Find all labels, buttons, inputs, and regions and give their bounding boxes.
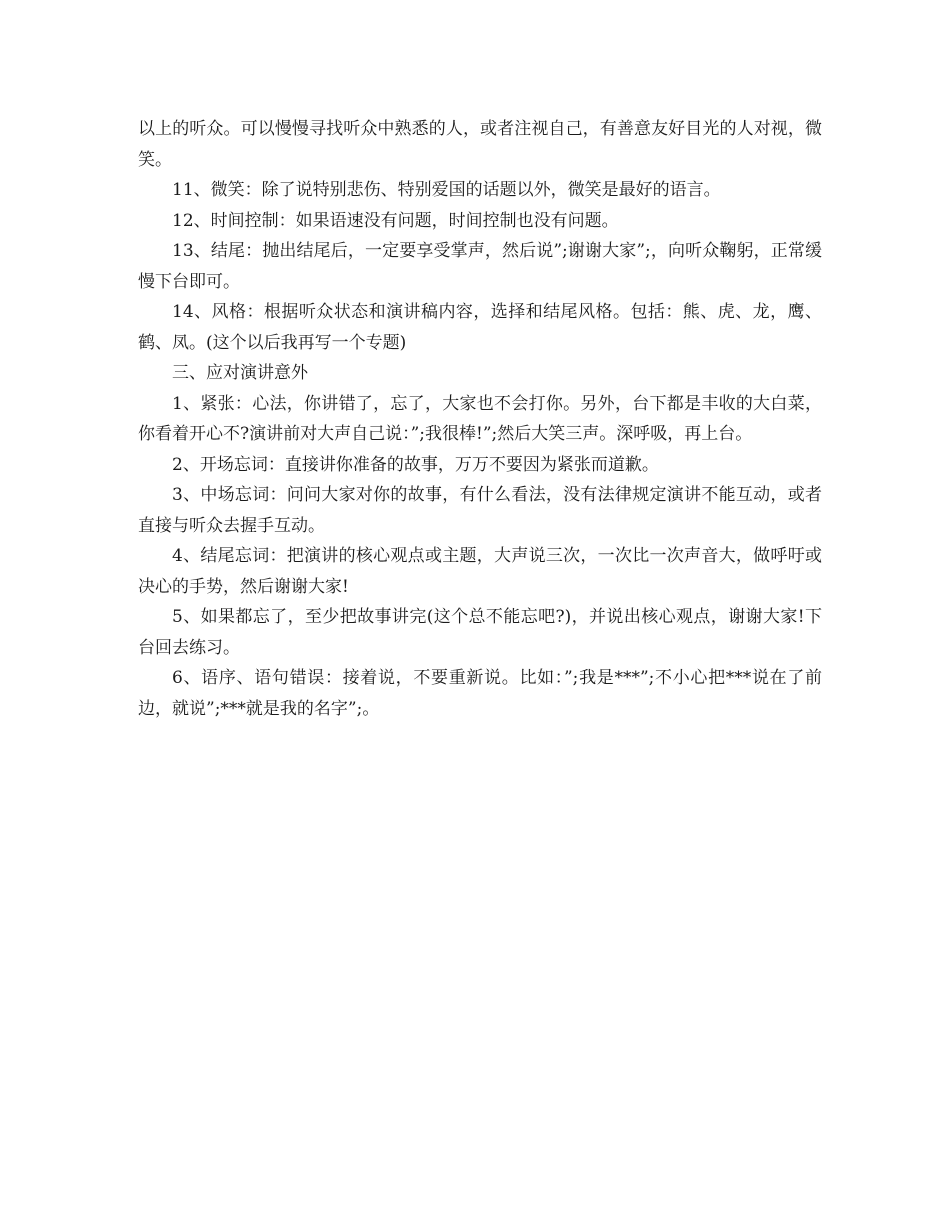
document-body bbox=[138, 114, 822, 724]
paragraph: 14、风格：根据听众状态和演讲稿内容，选择和结尾风格。包括：熊、虎、龙，鹰、鹤、凤。(这个以后我再写一个专题) bbox=[138, 302, 822, 353]
paragraph: 2、开场忘词：直接讲你准备的故事，万万不要因为紧张而道歉。 bbox=[172, 454, 659, 475]
paragraph: 13、结尾：抛出结尾后，一定要享受掌声，然后说”;谢谢大家”;，向听众鞠躬，正常缓慢下台即可。 bbox=[138, 241, 822, 292]
paragraph: 12、时间控制：如果语速没有问题，时间控制也没有问题。 bbox=[172, 210, 619, 231]
paragraph: 3、中场忘词：问问大家对你的故事，有什么看法，没有法律规定演讲不能互动，或者直接与听众去握手互动。 bbox=[138, 485, 822, 536]
paragraph: 以上的听众。可以慢慢寻找听众中熟悉的人，或者注视自己，有善意友好目光的人对视，微笑。 bbox=[138, 119, 822, 170]
paragraph: 5、如果都忘了，至少把故事讲完(这个总不能忘吧?)，并说出核心观点，谢谢大家!下台回去练习。 bbox=[138, 607, 822, 658]
section-heading: 三、应对演讲意外 bbox=[172, 363, 308, 383]
paragraph: 6、语序、语句错误：接着说，不要重新说。比如：”;我是***”;不小心把***说在了前边，就说”;***就是我的名字”;。 bbox=[138, 668, 822, 719]
paragraph: 11、微笑：除了说特别悲伤、特别爱国的话题以外，微笑是最好的语言。 bbox=[172, 180, 721, 200]
paragraph: 4、结尾忘词：把演讲的核心观点或主题，大声说三次，一次比一次声音大，做呼吁或决心的手势，然后谢谢大家! bbox=[138, 546, 822, 597]
paragraph: 1、紧张：心法，你讲错了，忘了，大家也不会打你。另外，台下都是丰收的大白菜，你看着开心不?演讲前对大声自己说：”;我很棒!”;然后大笑三声。深呼吸，再上台。 bbox=[138, 393, 822, 444]
